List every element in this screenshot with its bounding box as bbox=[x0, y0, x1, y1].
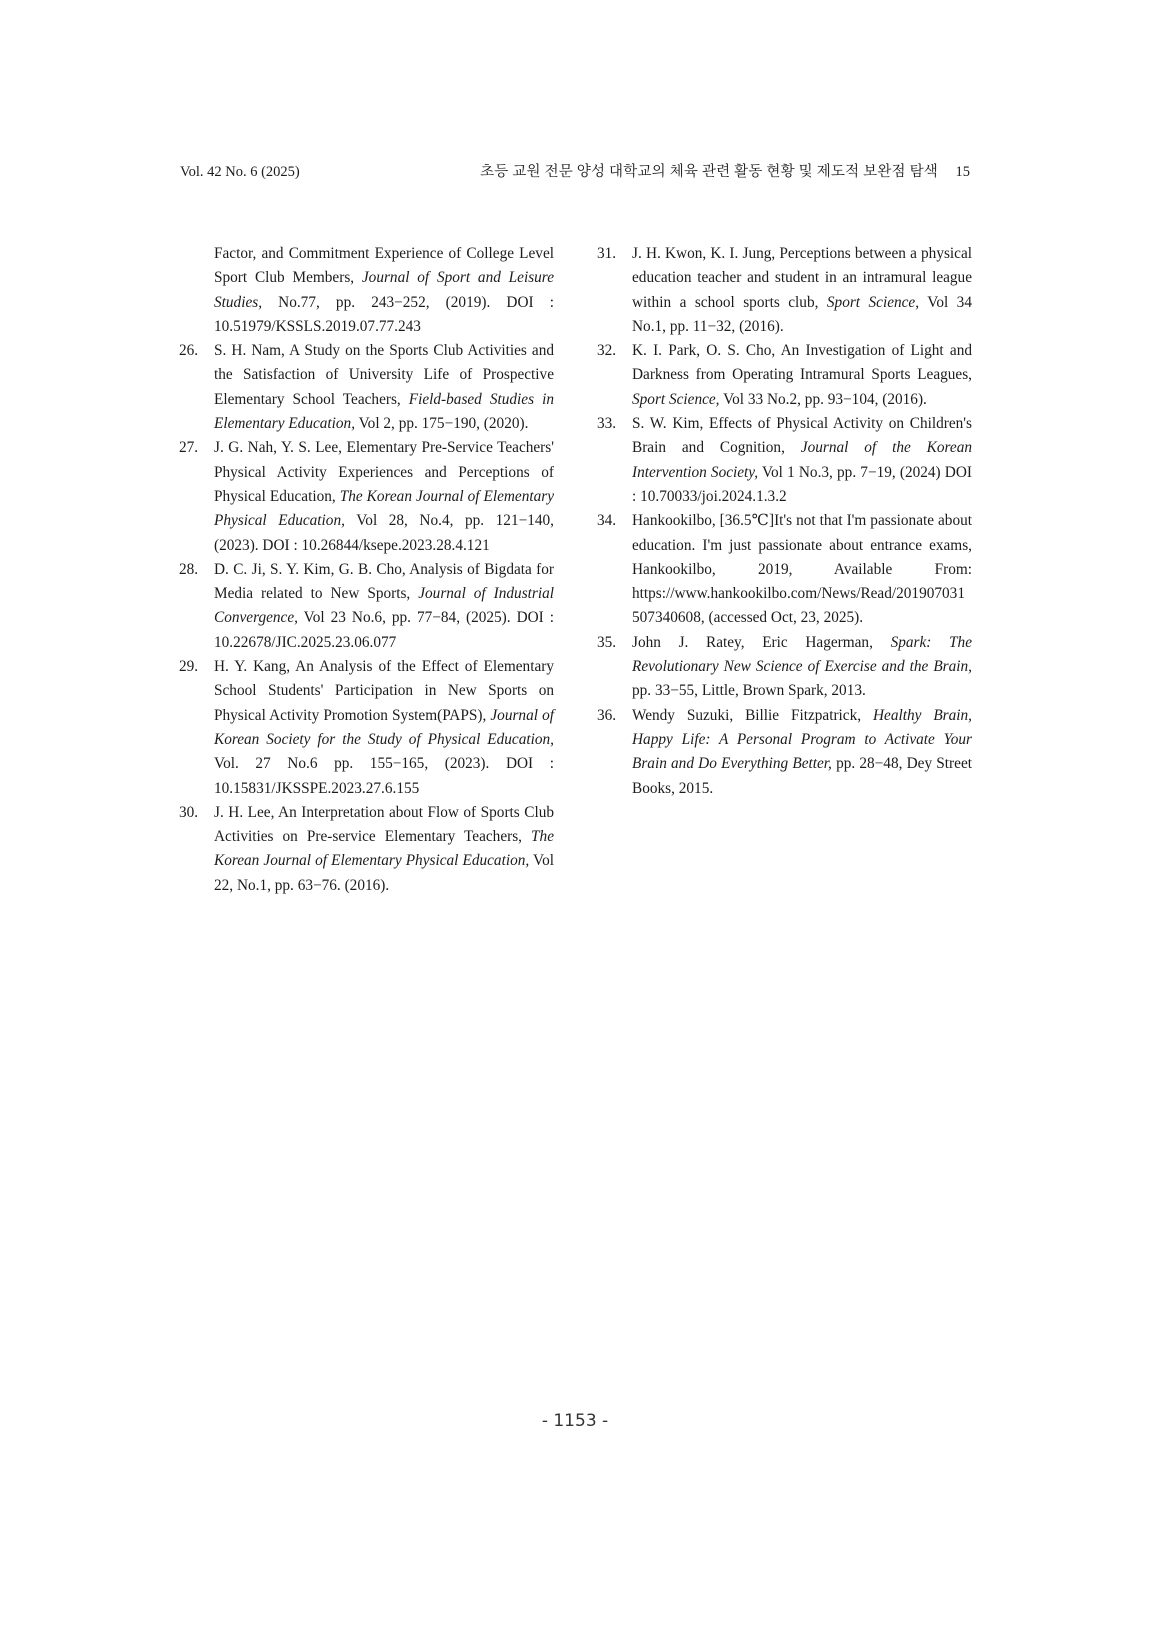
reference-item bbox=[597, 704, 972, 801]
reference-source: Healthy Brain, Happy Life: A Personal Program to Activate Your Brain and Do Everything Better, bbox=[632, 706, 972, 773]
reference-source: Sport Science, bbox=[632, 390, 720, 408]
reference-number: 36. bbox=[597, 706, 617, 724]
reference-item bbox=[179, 655, 554, 801]
reference-number: 35. bbox=[597, 633, 617, 651]
reference-details: pp. 28−48, Dey Street Books, 2015. bbox=[632, 755, 972, 797]
page-number-footer: - 1153 - bbox=[541, 1411, 609, 1431]
reference-source: Field-based Studies in Elementary Education, bbox=[214, 390, 554, 433]
reference-item bbox=[597, 339, 972, 412]
reference-details: Vol 34 No.1, pp. 11−32, (2016). bbox=[632, 293, 972, 335]
reference-source: Journal of Sport and Leisure Studies, bbox=[214, 269, 554, 311]
reference-number: 31. bbox=[597, 245, 617, 262]
reference-text: J. H. Lee, An Interpretation about Flow of Sports Club Activities on Pre-service Elementary Teachers, bbox=[214, 803, 554, 846]
reference-number: 29. bbox=[179, 658, 199, 676]
reference-item bbox=[597, 412, 972, 509]
journal-volume: Vol. 42 No. 6 (2025) bbox=[180, 164, 300, 180]
running-header bbox=[180, 160, 970, 184]
references-column-right bbox=[597, 242, 972, 801]
reference-details: Vol 1 No.3, pp. 7−19, (2024) DOI : 10.70033/joi.2024.1.3.2 bbox=[632, 463, 972, 505]
reference-number: 26. bbox=[179, 342, 199, 360]
reference-text: Hankookilbo, [36.5℃]It's not that I'm passionate about education. I'm just passionate about entrance exams, Hankookilbo, 2019, Available From: https://www.hankookilbo.com/News/Read/201907031507340608, (accessed Oct, 23, 2025). bbox=[632, 512, 972, 627]
reference-details: No.77, pp. 243−252, (2019). DOI : 10.51979/KSSLS.2019.07.77.243 bbox=[214, 293, 554, 335]
header-page-number: 15 bbox=[955, 164, 970, 180]
reference-number: 33. bbox=[597, 415, 617, 433]
reference-details: Vol 2, pp. 175−190, (2020). bbox=[355, 415, 529, 433]
reference-text: H. Y. Kang, An Analysis of the Effect of Elementary School Students' Participation in New Sports on Physical Activity Promotion System(PAPS), bbox=[214, 658, 554, 724]
reference-item bbox=[179, 801, 554, 898]
reference-source: The Korean Journal of Elementary Physical Education, bbox=[214, 487, 555, 530]
reference-details: Vol 22, No.1, pp. 63−76. (2016). bbox=[214, 852, 555, 894]
reference-details: pp. 33−55, Little, Brown Spark, 2013. bbox=[632, 682, 866, 700]
reference-text: D. C. Ji, S. Y. Kim, G. B. Cho, Analysis of Bigdata for Media related to New Sports, bbox=[214, 560, 554, 603]
reference-text: John J. Ratey, Eric Hagerman, bbox=[632, 633, 891, 651]
reference-text: J. G. Nah, Y. S. Lee, Elementary Pre-Service Teachers' Physical Activity Experiences and Perceptions of Physical Education, bbox=[214, 439, 554, 505]
reference-details: Vol. 27 No.6 pp. 155−165, (2023). DOI : 10.15831/JKSSPE.2023.27.6.155 bbox=[214, 755, 554, 797]
reference-text: J. H. Kwon, K. I. Jung, Perceptions between a physical education teacher and student in an intramural league within a school sports club, bbox=[632, 245, 972, 311]
running-title: 초등 교원 전문 양성 대학교의 체육 관련 활동 현황 및 제도적 보완점 탐색 bbox=[480, 164, 938, 180]
reference-item bbox=[597, 631, 972, 704]
reference-text: S. W. Kim, Effects of Physical Activity on Children's Brain and Cognition, bbox=[632, 415, 972, 457]
reference-item bbox=[179, 242, 554, 339]
reference-text: K. I. Park, O. S. Cho, An Investigation of Light and Darkness from Operating Intramural Sports Leagues, bbox=[632, 342, 972, 384]
reference-source: The Korean Journal of Elementary Physical Education, bbox=[214, 828, 554, 870]
reference-text: Factor, and Commitment Experience of College Level Sport Club Members, bbox=[214, 245, 554, 287]
reference-number: 27. bbox=[179, 439, 199, 457]
reference-details: Vol 28, No.4, pp. 121−140, (2023). DOI : 10.26844/ksepe.2023.28.4.121 bbox=[214, 512, 554, 554]
reference-item bbox=[179, 339, 554, 436]
reference-item bbox=[179, 436, 554, 557]
reference-text: S. H. Nam, A Study on the Sports Club Activities and the Satisfaction of University Life of Prospective Elementary School Teachers, bbox=[214, 342, 554, 408]
reference-number: 34. bbox=[597, 512, 617, 530]
reference-details: Vol 33 No.2, pp. 93−104, (2016). bbox=[719, 390, 927, 408]
reference-item bbox=[179, 558, 554, 655]
reference-number: 28. bbox=[179, 560, 199, 578]
reference-details: Vol 23 No.6, pp. 77−84, (2025). DOI : 10.22678/JIC.2025.23.06.077 bbox=[214, 609, 554, 651]
reference-number: 30. bbox=[179, 803, 199, 821]
reference-item bbox=[597, 509, 972, 630]
reference-source: Journal of Industrial Convergence, bbox=[214, 585, 554, 627]
reference-source: Journal of the Korean Intervention Society, bbox=[632, 439, 972, 481]
reference-source: Spark: The Revolutionary New Science of Exercise and the Brain, bbox=[632, 633, 972, 676]
reference-source: Sport Science, bbox=[826, 293, 920, 311]
reference-item bbox=[597, 242, 972, 339]
reference-source: Journal of Korean Society for the Study of Physical Education, bbox=[214, 706, 554, 748]
reference-text: Wendy Suzuki, Billie Fitzpatrick, bbox=[632, 706, 873, 724]
reference-number: 32. bbox=[597, 342, 617, 360]
references-column-left bbox=[179, 242, 554, 898]
